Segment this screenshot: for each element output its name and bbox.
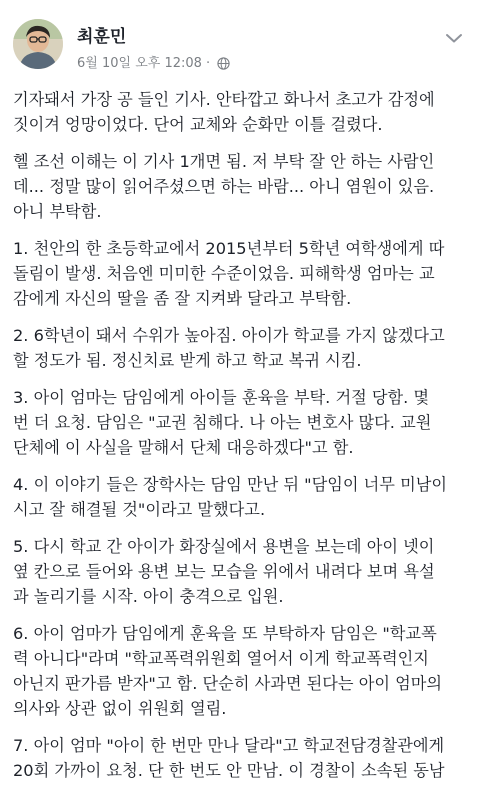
post-paragraph (13, 385, 473, 460)
post-header (0, 0, 480, 82)
text-line: 5. 다시 학교 간 아이가 화장실에서 용변을 보는데 아이 넷이 (13, 537, 435, 556)
text-line: 2. 6학년이 돼서 수위가 높아짐. 아이가 학교를 가지 않겠다고 (13, 326, 445, 345)
post-paragraph (13, 236, 473, 311)
text-line: 아니 부탁함. (13, 202, 102, 221)
text-line: 옆 칸으로 들어와 용변 보는 모습을 위에서 내려다 보며 욕설 (13, 562, 435, 581)
post-paragraph (13, 534, 473, 609)
author-name[interactable]: 최훈민 (77, 27, 127, 47)
text-line: 력 아니다"라며 "학교폭력위원회 열어서 이게 학교폭력인지 (13, 649, 429, 668)
text-line: 4. 이 이야기 들은 장학사는 담임 만난 뒤 "담임이 너무 미남이 (13, 475, 447, 494)
post-body (13, 87, 473, 795)
text-line: 시고 잘 해결될 것"이라고 말했다고. (13, 500, 266, 519)
text-line: 기자돼서 가장 공 들인 기사. 안타깝고 화나서 초고가 감정에 (13, 90, 435, 109)
post-paragraph (13, 621, 473, 721)
text-line: 20회 가까이 요청. 단 한 번도 안 만남. 이 경찰이 소속된 동남 (13, 761, 445, 780)
post-meta (77, 52, 230, 70)
post-paragraph (13, 472, 473, 522)
text-line: 돌림이 발생. 처음엔 미미한 수준이었음. 피해학생 엄마는 교 (13, 264, 435, 283)
text-line: 7. 아이 엄마 "아이 한 번만 만나 달라"고 학교전담경찰관에게 (13, 736, 445, 755)
globe-icon (217, 55, 230, 68)
post-paragraph (13, 733, 473, 783)
text-line: 6. 아이 엄마가 담임에게 훈육을 또 부탁하자 담임은 "학교폭 (13, 624, 437, 643)
text-line: 단체에 이 사실을 말해서 단체 대응하겠다"고 함. (13, 438, 354, 457)
text-line: 감에게 자신의 딸을 좀 잘 지켜봐 달라고 부탁함. (13, 289, 352, 308)
text-line: 짓이겨 엉망이었다. 단어 교체와 순화만 이틀 걸렸다. (13, 115, 383, 134)
text-line: 과 놀리기를 시작. 아이 충격으로 입원. (13, 587, 284, 606)
avatar-photo (13, 19, 63, 69)
text-line: 의사와 상관 없이 위원회 열림. (13, 699, 227, 718)
text-line: 할 정도가 됨. 정신치료 받게 하고 학교 복귀 시킴. (13, 351, 362, 370)
text-line: 데... 정말 많이 읽어주셨으면 하는 바람... 아니 염원이 있음. (13, 177, 435, 196)
post-timestamp[interactable]: 6월 10일 오후 12:08 · (77, 55, 211, 71)
post-paragraph (13, 87, 473, 137)
text-line: 헬 조선 이해는 이 기사 1개면 됨. 저 부탁 잘 안 하는 사람인 (13, 152, 435, 171)
text-line: 아닌지 판가름 받자"고 함. 단순히 사과면 된다는 아이 엄마의 (13, 674, 443, 693)
text-line: 3. 아이 엄마는 담임에게 아이들 훈육을 부탁. 거절 당함. 몇 (13, 388, 430, 407)
text-line: 번 더 요청. 담임은 "교권 침해다. 나 아는 변호사 많다. 교원 (13, 413, 432, 432)
author-avatar[interactable] (13, 19, 63, 69)
text-line: 1. 천안의 한 초등학교에서 2015년부터 5학년 여학생에게 따 (13, 239, 445, 258)
post-paragraph (13, 149, 473, 224)
post-paragraph (13, 323, 473, 373)
chevron-down-icon[interactable] (442, 26, 466, 50)
